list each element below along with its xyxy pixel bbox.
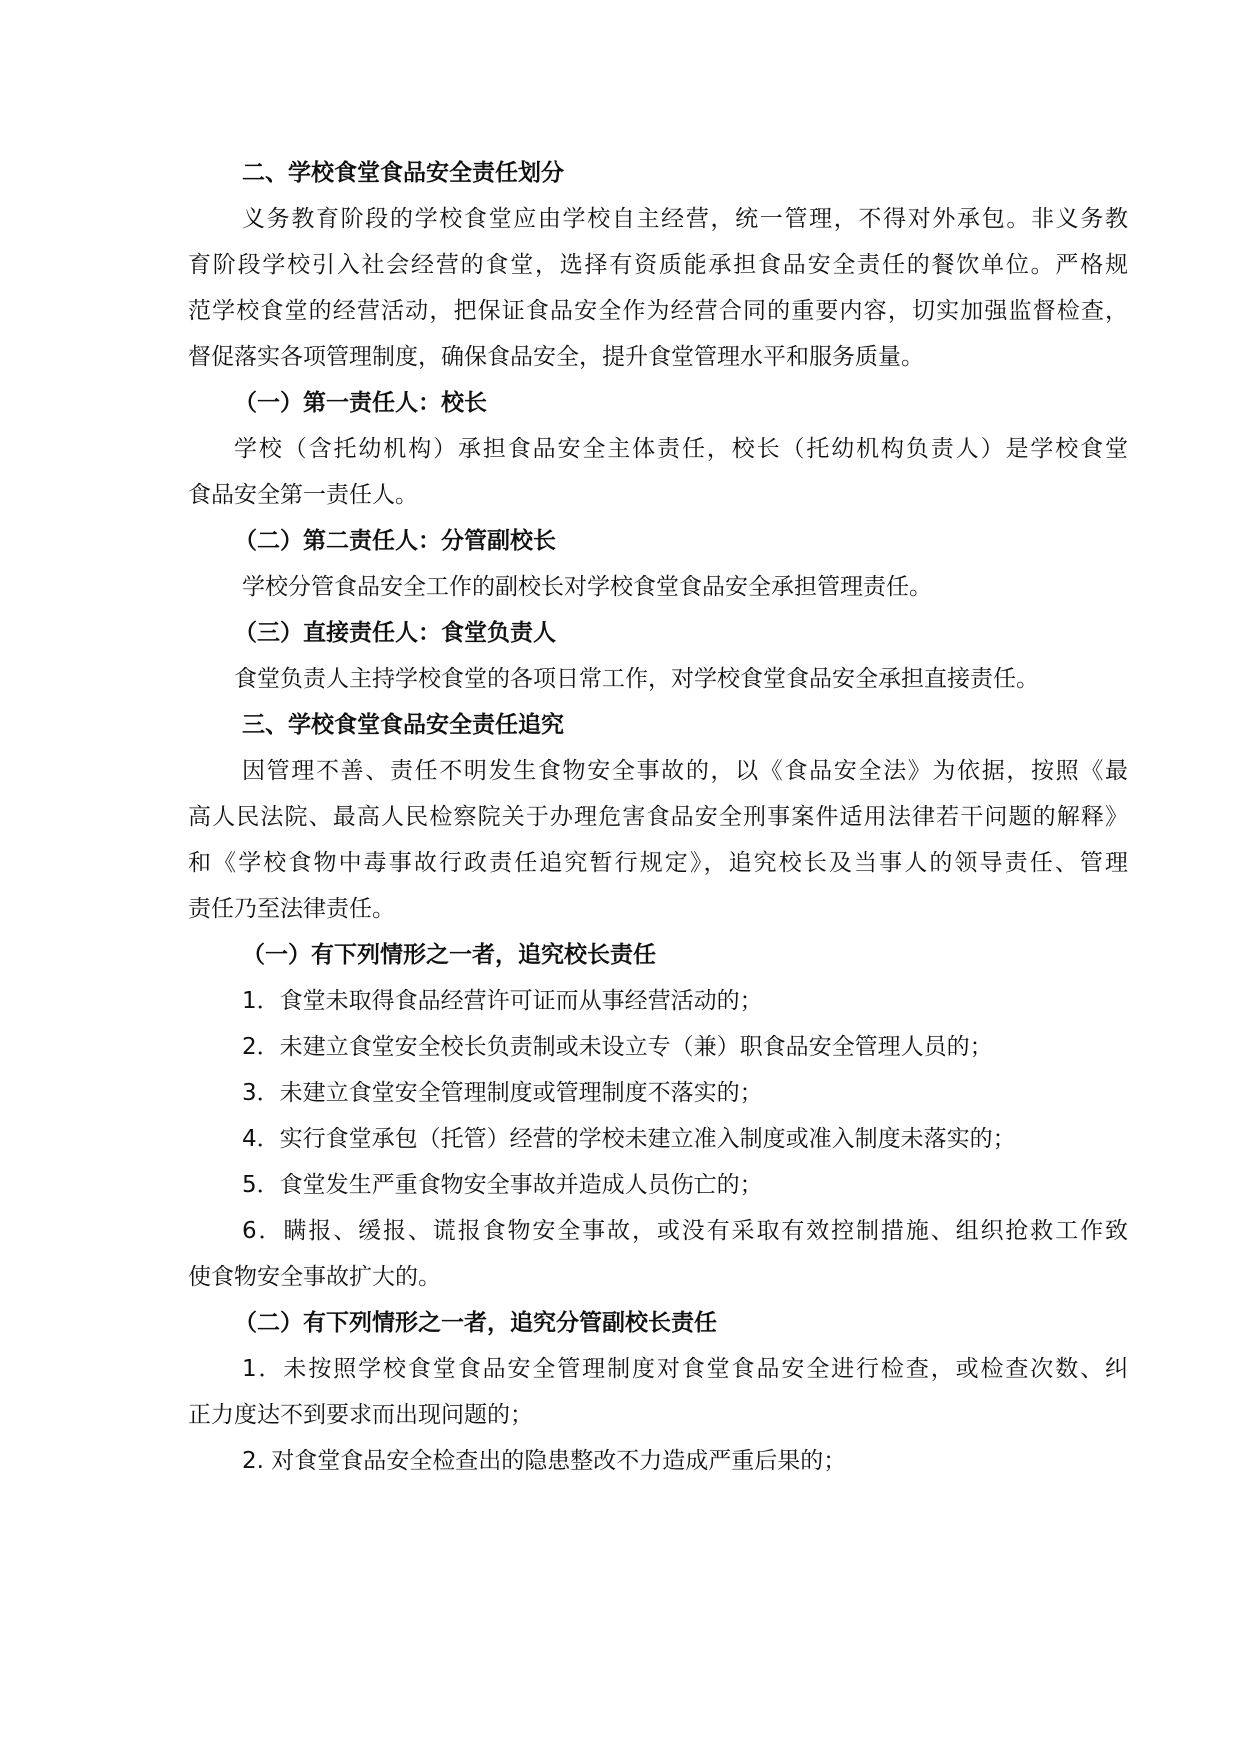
list-item: 1．未按照学校食堂食品安全管理制度对食堂食品安全进行检查，或检查次数、纠 xyxy=(242,1356,1128,1382)
paragraph-line: 范学校食堂的经营活动，把保证食品安全作为经营合同的重要内容，切实加强监督检查， xyxy=(188,298,1128,324)
list-item: 5．食堂发生严重食物安全事故并造成人员伤亡的； xyxy=(242,1172,763,1198)
list-item: 4．实行食堂承包（托管）经营的学校未建立准入制度或准入制度未落实的； xyxy=(242,1126,1016,1152)
paragraph-line: 食品安全第一责任人。 xyxy=(188,482,418,508)
subsection-heading: （二）有下列情形之一者，追究分管副校长责任 xyxy=(234,1310,717,1336)
paragraph-line: 义务教育阶段的学校食堂应由学校自主经营，统一管理，不得对外承包。非义务教 xyxy=(242,206,1128,232)
paragraph-line: 督促落实各项管理制度，确保食品安全，提升食堂管理水平和服务质量。 xyxy=(188,344,924,370)
list-item: 3．未建立食堂安全管理制度或管理制度不落实的； xyxy=(242,1080,763,1106)
subsection-heading: （一）第一责任人：校长 xyxy=(234,390,487,416)
list-item: 2. 对食堂食品安全检查出的隐患整改不力造成严重后果的； xyxy=(242,1448,847,1474)
paragraph-line: 和《学校食物中毒事故行政责任追究暂行规定》，追究校长及当事人的领导责任、管理 xyxy=(188,850,1128,876)
paragraph-line: 因管理不善、责任不明发生食物安全事故的，以《食品安全法》为依据，按照《最 xyxy=(242,758,1128,784)
list-item: 6．瞒报、缓报、谎报食物安全事故，或没有采取有效控制措施、组织抢救工作致 xyxy=(242,1218,1128,1244)
list-item-continuation: 使食物安全事故扩大的。 xyxy=(188,1264,441,1290)
list-item: 1．食堂未取得食品经营许可证而从事经营活动的； xyxy=(242,988,763,1014)
paragraph-line: 学校（含托幼机构）承担食品安全主体责任，校长（托幼机构负责人）是学校食堂 xyxy=(234,436,1128,462)
subsection-heading: （一）有下列情形之一者，追究校长责任 xyxy=(242,942,656,968)
subsection-heading: （三）直接责任人：食堂负责人 xyxy=(234,620,556,646)
list-item: 2．未建立食堂安全校长负责制或未设立专（兼）职食品安全管理人员的； xyxy=(242,1034,993,1060)
section-heading: 三、学校食堂食品安全责任追究 xyxy=(242,712,564,738)
document-body xyxy=(188,150,1128,1484)
paragraph-line: 责任乃至法律责任。 xyxy=(188,896,395,922)
paragraph-line: 育阶段学校引入社会经营的食堂，选择有资质能承担食品安全责任的餐饮单位。严格规 xyxy=(188,252,1128,278)
paragraph-line: 食堂负责人主持学校食堂的各项日常工作，对学校食堂食品安全承担直接责任。 xyxy=(234,666,1039,692)
subsection-heading: （二）第二责任人：分管副校长 xyxy=(234,528,556,554)
section-heading: 二、学校食堂食品安全责任划分 xyxy=(242,160,564,186)
list-item-continuation: 正力度达不到要求而出现问题的； xyxy=(188,1402,533,1428)
paragraph-line: 高人民法院、最高人民检察院关于办理危害食品安全刑事案件适用法律若干问题的解释》 xyxy=(188,804,1128,830)
paragraph-line: 学校分管食品安全工作的副校长对学校食堂食品安全承担管理责任。 xyxy=(242,574,932,600)
